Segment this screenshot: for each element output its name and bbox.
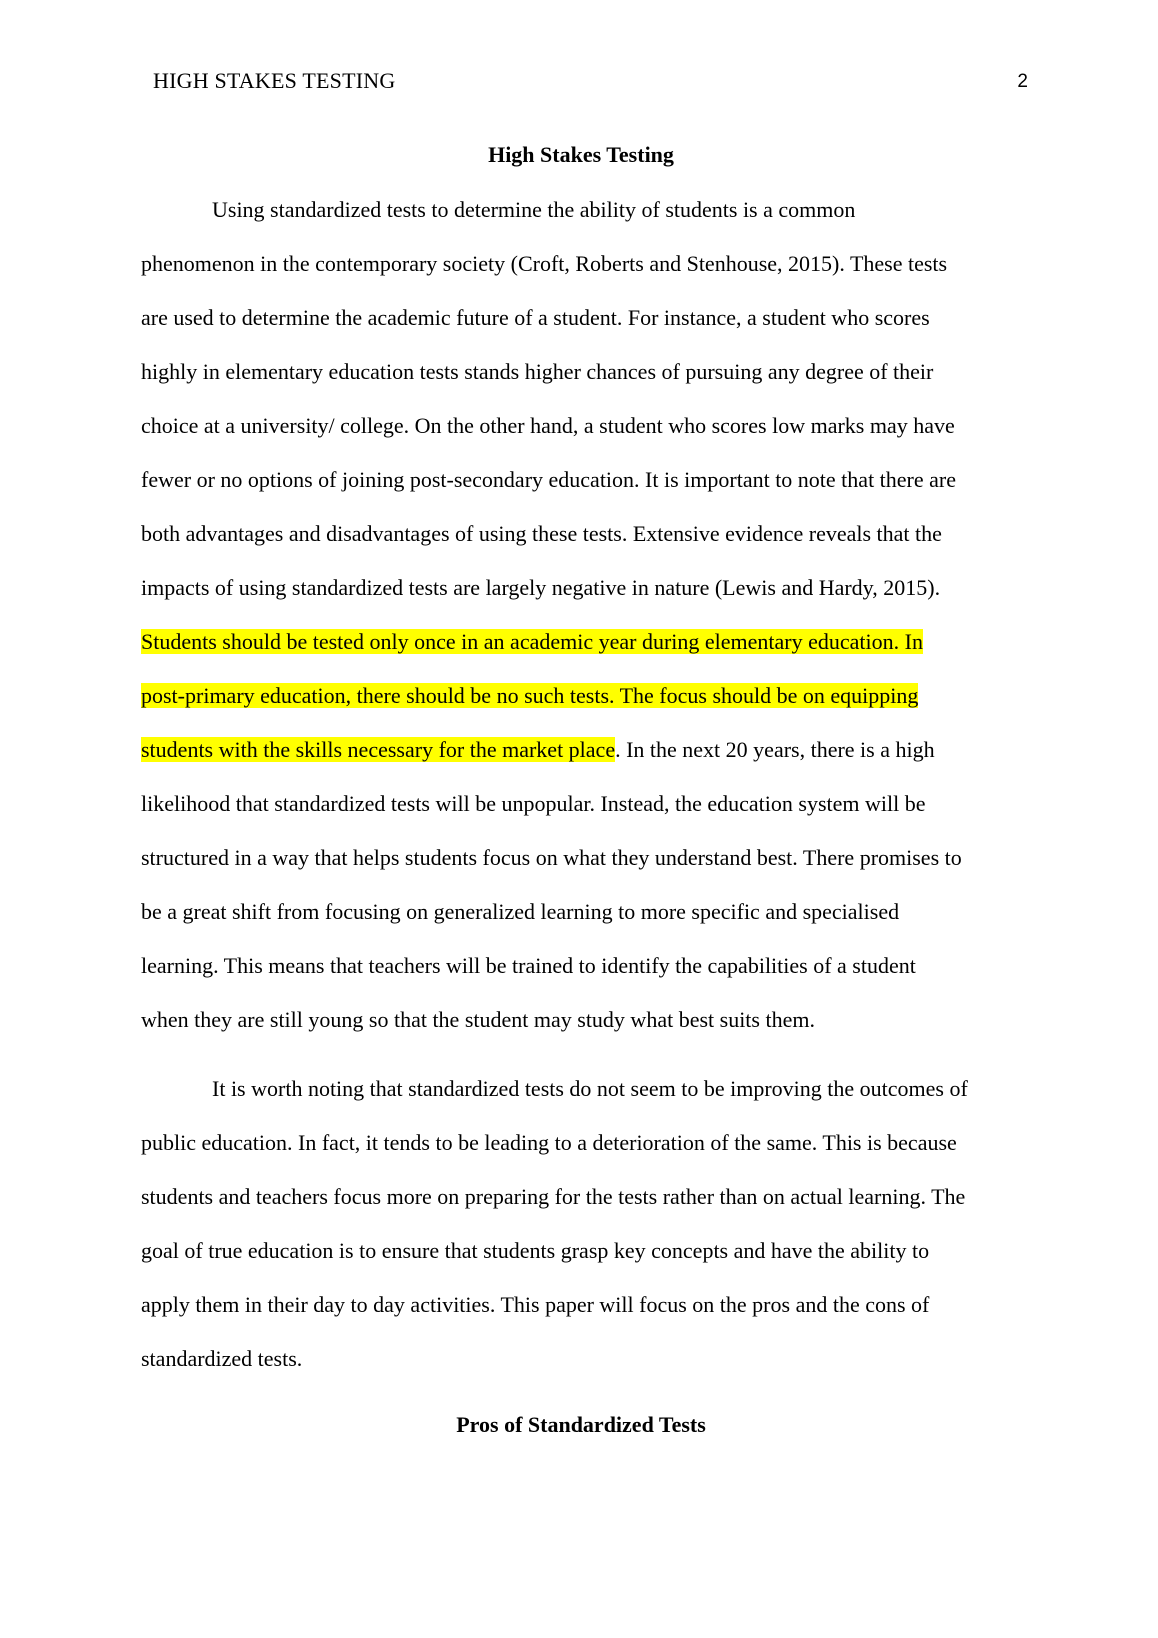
paragraph-1 [141,183,1021,1047]
text-line: It is worth noting that standardized tests do not seem to be improving the outcomes of [212,1076,968,1101]
text-line: students and teachers focus more on preparing for the tests rather than on actual learning. The [141,1184,966,1209]
page-number: 2 [1017,71,1028,92]
text-line: structured in a way that helps students focus on what they understand best. There promises to [141,845,962,870]
highlighted-text: students with the skills necessary for the market place [141,737,616,762]
text-line: are used to determine the academic future of a student. For instance, a student who scores [141,305,930,330]
text-line: goal of true education is to ensure that students grasp key concepts and have the ability to [141,1238,930,1263]
section-heading: Pros of Standardized Tests [456,1412,706,1437]
text-line: choice at a university/ college. On the other hand, a student who scores low marks may have [141,413,955,438]
text-line: be a great shift from focusing on generalized learning to more specific and specialised [141,899,900,924]
text-line: standardized tests. [141,1346,303,1371]
text-line: impacts of using standardized tests are largely negative in nature (Lewis and Hardy, 2015). [141,575,941,600]
text-line: apply them in their day to day activities. This paper will focus on the pros and the cons of [141,1292,930,1317]
document-body [141,137,1021,1452]
highlighted-text: Students should be tested only once in an academic year during elementary education. In [141,629,923,654]
text-line: when they are still young so that the student may study what best suits them. [141,1007,815,1032]
text-line: phenomenon in the contemporary society (Croft, Roberts and Stenhouse, 2015). These tests [141,251,948,276]
mixed-line [141,723,1021,777]
text-line: fewer or no options of joining post-secondary education. It is important to note that there are [141,467,956,492]
highlighted-line [141,669,1021,723]
running-head: HIGH STAKES TESTING [153,68,396,93]
text-line: learning. This means that teachers will be trained to identify the capabilities of a student [141,953,916,978]
document-title: High Stakes Testing [488,142,674,167]
text-line: both advantages and disadvantages of using these tests. Extensive evidence reveals that the [141,521,942,546]
highlighted-line [141,615,1021,669]
highlighted-text: post-primary education, there should be no such tests. The focus should be on equipping [141,683,919,708]
text-line: Using standardized tests to determine the ability of students is a common [212,197,856,222]
text-line: highly in elementary education tests stands higher chances of pursuing any degree of their [141,359,934,384]
text-line: public education. In fact, it tends to be leading to a deterioration of the same. This is because [141,1130,957,1155]
paragraph-2 [141,1062,1021,1386]
text-after-highlight: . In the next 20 years, there is a high [615,737,935,762]
text-line: likelihood that standardized tests will be unpopular. Instead, the education system will be [141,791,926,816]
